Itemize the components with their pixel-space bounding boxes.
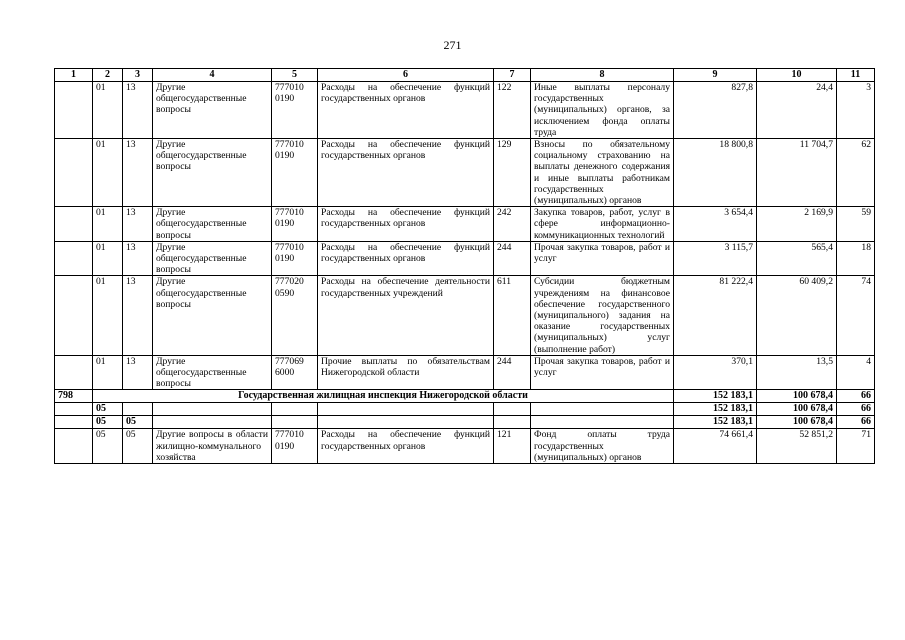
- cell-article-name: Расходы на обеспечение функций государственных органов: [318, 429, 494, 464]
- cell-actual: 60 409,2: [757, 276, 837, 355]
- budget-table: [54, 68, 875, 464]
- cell-actual: 11 704,7: [757, 139, 837, 207]
- column-header: 4: [153, 69, 272, 82]
- cell-target-article: 777010 0190: [272, 429, 318, 464]
- table-row: [55, 207, 875, 242]
- page-number: 271: [443, 38, 462, 52]
- cell-subsection-name: Другие общегосударственные вопросы: [153, 355, 272, 390]
- cell-plan: 3 115,7: [674, 241, 757, 276]
- cell-subsection: 13: [123, 207, 153, 242]
- cell-plan: 18 800,8: [674, 139, 757, 207]
- cell-target-article: 777010 0190: [272, 139, 318, 207]
- table-row: [55, 241, 875, 276]
- cell-target-article: 777069 6000: [272, 355, 318, 390]
- column-header: 1: [55, 69, 93, 82]
- cell-subsection: 13: [123, 241, 153, 276]
- cell-expense-name: Прочая закупка товаров, работ и услуг: [531, 355, 674, 390]
- column-header: 2: [93, 69, 123, 82]
- cell-plan: 152 183,1: [674, 403, 757, 416]
- cell-article-name: [318, 416, 494, 429]
- cell-plan: 370,1: [674, 355, 757, 390]
- header-row: [55, 69, 875, 82]
- cell-actual: 52 851,2: [757, 429, 837, 464]
- column-header: 11: [837, 69, 875, 82]
- cell-subsection: 13: [123, 139, 153, 207]
- cell-section: 01: [93, 355, 123, 390]
- cell-section: 01: [93, 276, 123, 355]
- cell-article-name: Расходы на обеспечение функций государственных органов: [318, 241, 494, 276]
- cell-expense-type: 244: [494, 241, 531, 276]
- table-row: [55, 82, 875, 139]
- cell-agency-code: [55, 207, 93, 242]
- table-row: [55, 139, 875, 207]
- cell-target-article: [272, 403, 318, 416]
- cell-section: 01: [93, 241, 123, 276]
- section-total-row: [55, 403, 875, 416]
- cell-actual: 24,4: [757, 82, 837, 139]
- cell-article-name: Расходы на обеспечение функций государственных органов: [318, 139, 494, 207]
- column-header: 7: [494, 69, 531, 82]
- cell-expense-name: Взносы по обязательному социальному страхованию на выплаты денежного содержания и иные выплаты работникам государственных (муниципальных) органов: [531, 139, 674, 207]
- table-row: [55, 429, 875, 464]
- cell-agency-code: 798: [55, 390, 93, 403]
- cell-section: 05: [93, 416, 123, 429]
- cell-article-name: Прочие выплаты по обязательствам Нижегородской области: [318, 355, 494, 390]
- cell-plan: 152 183,1: [674, 390, 757, 403]
- cell-subsection-name: Другие общегосударственные вопросы: [153, 139, 272, 207]
- cell-expense-type: 244: [494, 355, 531, 390]
- cell-percent: 59: [837, 207, 875, 242]
- table-row: [55, 355, 875, 390]
- cell-subsection: [123, 403, 153, 416]
- cell-agency-code: [55, 276, 93, 355]
- cell-agency-code: [55, 429, 93, 464]
- cell-plan: 827,8: [674, 82, 757, 139]
- cell-subsection-name: [153, 416, 272, 429]
- cell-target-article: 777010 0190: [272, 82, 318, 139]
- column-header: 9: [674, 69, 757, 82]
- cell-expense-name: Иные выплаты персоналу государственных (муниципальных) органов, за исключением фонда оплаты труда: [531, 82, 674, 139]
- cell-section: 01: [93, 82, 123, 139]
- cell-percent: 74: [837, 276, 875, 355]
- cell-actual: 100 678,4: [757, 416, 837, 429]
- column-header: 6: [318, 69, 494, 82]
- column-header: 3: [123, 69, 153, 82]
- cell-agency-code: [55, 139, 93, 207]
- cell-agency-code: [55, 355, 93, 390]
- cell-actual: 100 678,4: [757, 403, 837, 416]
- cell-agency-code: [55, 82, 93, 139]
- cell-section: 01: [93, 139, 123, 207]
- cell-percent: 66: [837, 390, 875, 403]
- cell-agency-code: [55, 403, 93, 416]
- agency-total-row: [55, 390, 875, 403]
- table-row: [55, 276, 875, 355]
- cell-subsection: 13: [123, 82, 153, 139]
- cell-percent: 66: [837, 416, 875, 429]
- cell-subsection-name: Другие общегосударственные вопросы: [153, 82, 272, 139]
- cell-expense-name: Прочая закупка товаров, работ и услуг: [531, 241, 674, 276]
- cell-actual: 100 678,4: [757, 390, 837, 403]
- cell-section: 05: [93, 429, 123, 464]
- cell-article-name: [318, 403, 494, 416]
- cell-percent: 71: [837, 429, 875, 464]
- cell-expense-name: Закупка товаров, работ, услуг в сфере информационно-коммуникационных технологий: [531, 207, 674, 242]
- column-header: 10: [757, 69, 837, 82]
- subsection-total-row: [55, 416, 875, 429]
- cell-plan: 3 654,4: [674, 207, 757, 242]
- cell-target-article: 777010 0190: [272, 207, 318, 242]
- cell-percent: 18: [837, 241, 875, 276]
- cell-article-name: Расходы на обеспечение деятельности государственных учреждений: [318, 276, 494, 355]
- cell-target-article: [272, 416, 318, 429]
- cell-subsection: 05: [123, 416, 153, 429]
- cell-agency-code: [55, 416, 93, 429]
- cell-expense-name: Фонд оплаты труда государственных (муниципальных) органов: [531, 429, 674, 464]
- cell-expense-type: 122: [494, 82, 531, 139]
- cell-actual: 13,5: [757, 355, 837, 390]
- column-header: 8: [531, 69, 674, 82]
- cell-expense-name: [531, 403, 674, 416]
- column-header: 5: [272, 69, 318, 82]
- cell-section: 05: [93, 403, 123, 416]
- cell-actual: 2 169,9: [757, 207, 837, 242]
- cell-target-article: 777010 0190: [272, 241, 318, 276]
- cell-expense-type: 611: [494, 276, 531, 355]
- cell-expense-name: [531, 416, 674, 429]
- cell-subsection-name: Другие вопросы в области жилищно-коммунального хозяйства: [153, 429, 272, 464]
- cell-subsection: 05: [123, 429, 153, 464]
- cell-expense-type: 129: [494, 139, 531, 207]
- cell-subsection: 13: [123, 276, 153, 355]
- cell-article-name: Расходы на обеспечение функций государственных органов: [318, 82, 494, 139]
- cell-subsection-name: Другие общегосударственные вопросы: [153, 276, 272, 355]
- cell-percent: 3: [837, 82, 875, 139]
- cell-subsection-name: Другие общегосударственные вопросы: [153, 241, 272, 276]
- cell-subsection-name: [153, 403, 272, 416]
- agency-title: Государственная жилищная инспекция Нижегородской области: [93, 390, 674, 403]
- cell-percent: 62: [837, 139, 875, 207]
- cell-target-article: 777020 0590: [272, 276, 318, 355]
- cell-expense-type: [494, 403, 531, 416]
- cell-expense-type: 242: [494, 207, 531, 242]
- cell-expense-type: [494, 416, 531, 429]
- cell-plan: 74 661,4: [674, 429, 757, 464]
- cell-actual: 565,4: [757, 241, 837, 276]
- cell-subsection: 13: [123, 355, 153, 390]
- cell-article-name: Расходы на обеспечение функций государственных органов: [318, 207, 494, 242]
- cell-expense-type: 121: [494, 429, 531, 464]
- cell-plan: 152 183,1: [674, 416, 757, 429]
- cell-subsection-name: Другие общегосударственные вопросы: [153, 207, 272, 242]
- cell-agency-code: [55, 241, 93, 276]
- cell-expense-name: Субсидии бюджетным учреждениям на финансовое обеспечение государственного (муниципального) задания на оказание государственных (муниципальных) услуг (выполнение работ): [531, 276, 674, 355]
- cell-percent: 66: [837, 403, 875, 416]
- cell-percent: 4: [837, 355, 875, 390]
- cell-section: 01: [93, 207, 123, 242]
- cell-plan: 81 222,4: [674, 276, 757, 355]
